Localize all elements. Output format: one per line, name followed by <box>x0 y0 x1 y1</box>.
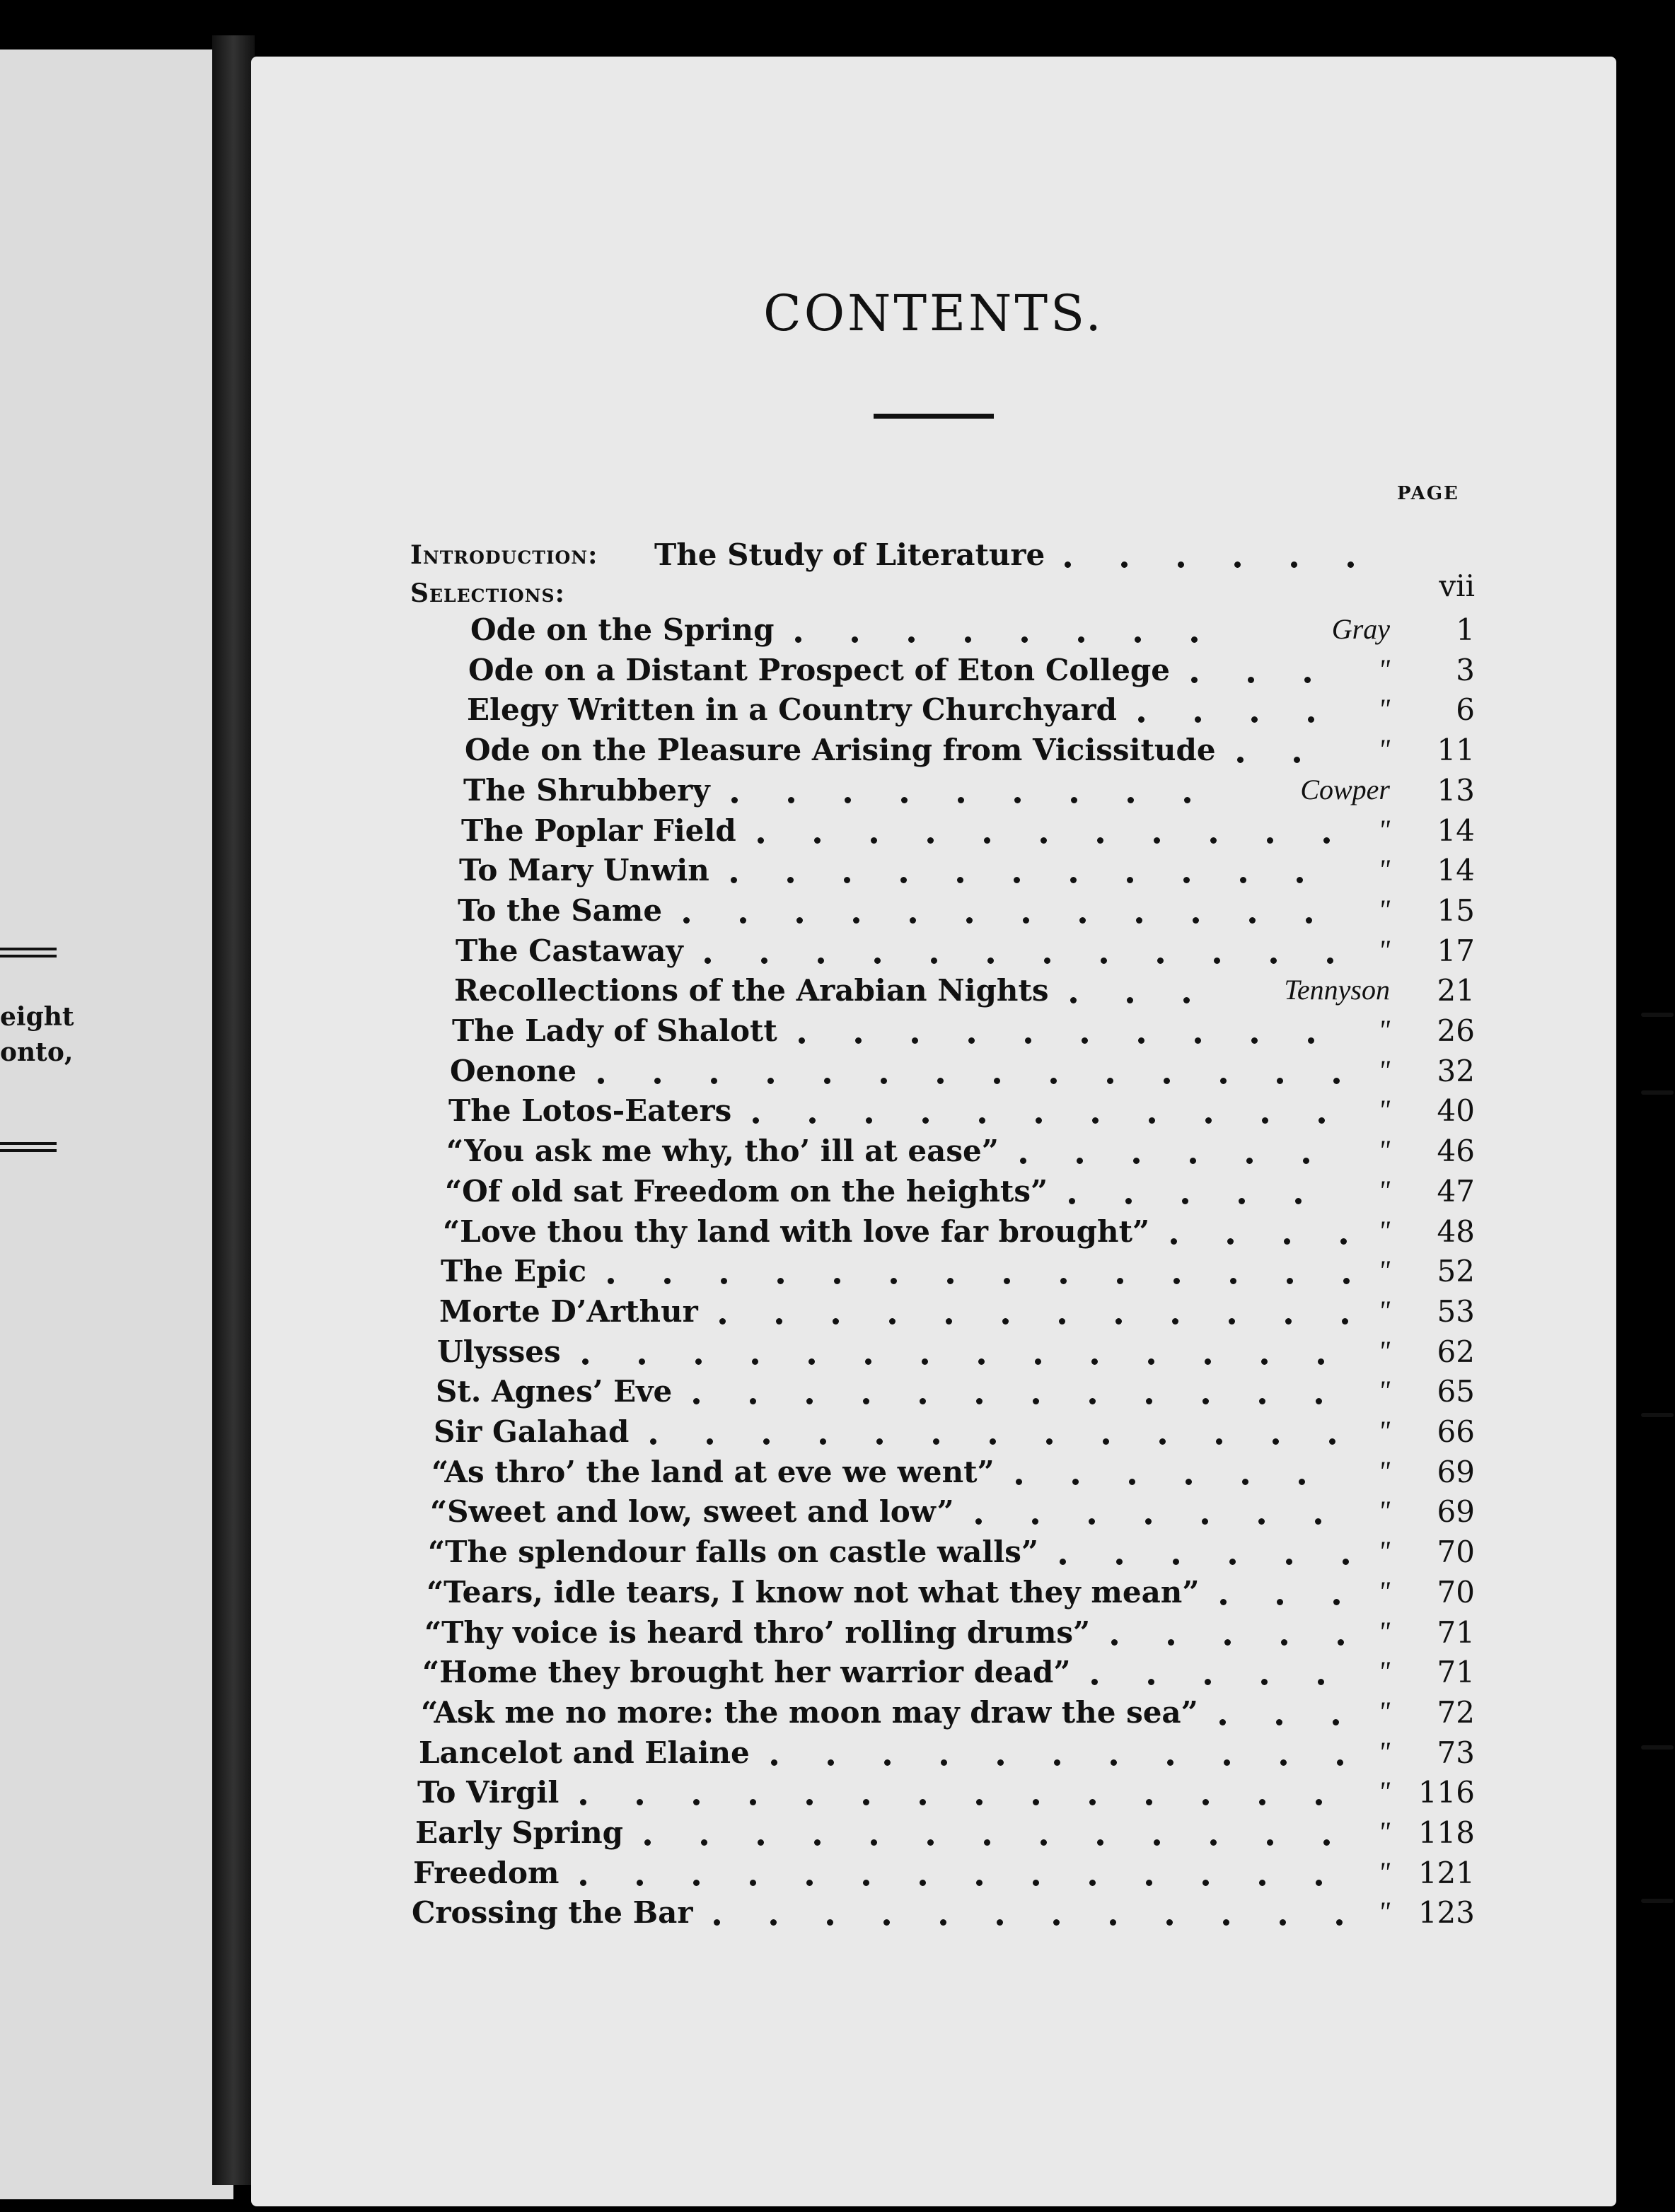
toc-entry <box>251 853 1616 892</box>
toc-entry <box>251 733 1616 772</box>
entry-title: Morte D’Arthur <box>439 1293 698 1329</box>
entry-title: The Castaway <box>456 933 683 968</box>
entry-page: 11 <box>1437 733 1475 768</box>
entry-title: Recollections of the Arabian Nights <box>454 973 1049 1008</box>
toc-entry <box>251 1054 1616 1093</box>
entry-title: Oenone <box>450 1053 577 1088</box>
entry-author: " <box>1378 693 1390 726</box>
toc-entry <box>251 1775 1616 1815</box>
entry-page: 73 <box>1437 1735 1475 1770</box>
toc-entry <box>251 933 1616 973</box>
entry-author: " <box>1378 1776 1390 1808</box>
toc-entry <box>251 1856 1616 1895</box>
entry-page: 70 <box>1437 1535 1475 1570</box>
entry-page: 14 <box>1437 853 1475 888</box>
introduction-page: vii <box>1439 569 1475 603</box>
entry-page: 71 <box>1437 1655 1475 1690</box>
entry-author: " <box>1378 1334 1390 1367</box>
entry-page: 71 <box>1437 1614 1475 1650</box>
toc-entry <box>251 1455 1616 1494</box>
entry-author: " <box>1378 1735 1390 1768</box>
selections-heading-row <box>251 576 1616 615</box>
entry-author: " <box>1378 1575 1390 1607</box>
selections-label: Selections: <box>410 578 565 608</box>
toc-entry <box>251 1334 1616 1374</box>
entry-page: 21 <box>1437 973 1475 1008</box>
entry-author: Gray <box>1331 613 1390 645</box>
toc-entry <box>251 973 1616 1013</box>
margin-mark <box>1641 1090 1674 1095</box>
entry-author: " <box>1378 1054 1390 1086</box>
dot-leader <box>580 1775 1355 1815</box>
toc-entry <box>251 1655 1616 1694</box>
contents-page <box>251 57 1616 2206</box>
toc-entry <box>251 1735 1616 1775</box>
entry-page: 69 <box>1437 1494 1475 1530</box>
entry-author: " <box>1378 1134 1390 1167</box>
entry-title: To Virgil <box>417 1775 560 1810</box>
entry-title: Early Spring <box>415 1815 624 1850</box>
toc-entry <box>251 1174 1616 1213</box>
title-rule <box>874 414 994 419</box>
entry-title: Freedom <box>413 1855 560 1890</box>
toc-entry <box>251 1254 1616 1293</box>
toc-entry <box>251 1374 1616 1414</box>
entry-page: 13 <box>1437 772 1475 808</box>
toc-entry <box>251 612 1616 652</box>
entry-page: 6 <box>1456 692 1475 728</box>
toc-entry <box>251 1535 1616 1574</box>
entry-title: “Ask me no more: the moon may draw the sea” <box>421 1694 1198 1730</box>
toc-entry <box>251 1815 1616 1855</box>
entry-page: 121 <box>1418 1855 1475 1890</box>
introduction-title: The Study of Literature <box>654 537 1045 572</box>
entry-author: Cowper <box>1300 773 1390 805</box>
facing-page-rule <box>0 1142 57 1152</box>
dot-leader <box>1070 973 1220 1013</box>
entry-title: “Home they brought her warrior dead” <box>422 1655 1071 1690</box>
entry-author: " <box>1378 733 1390 766</box>
toc-entry <box>251 1214 1616 1254</box>
entry-page: 69 <box>1437 1454 1475 1489</box>
entry-title: The Poplar Field <box>461 813 736 848</box>
entry-page: 47 <box>1437 1173 1475 1209</box>
entry-title: “You ask me why, tho’ ill at ease” <box>446 1134 999 1169</box>
entry-title: Crossing the Bar <box>412 1895 693 1931</box>
entry-page: 46 <box>1437 1134 1475 1169</box>
entry-title: Sir Galahad <box>434 1414 630 1449</box>
dot-leader <box>1057 537 1390 577</box>
entry-page: 1 <box>1456 612 1475 647</box>
entry-author: " <box>1378 893 1390 926</box>
entry-title: “Tears, idle tears, I know not what they mean” <box>427 1574 1200 1609</box>
entry-author: " <box>1378 1294 1390 1327</box>
toc-entry <box>251 1695 1616 1735</box>
toc-entry <box>251 1093 1616 1133</box>
toc-entry <box>251 653 1616 692</box>
entry-title: St. Agnes’ Eve <box>436 1374 673 1409</box>
entry-page: 70 <box>1437 1574 1475 1609</box>
entry-title: Ode on a Distant Prospect of Eton College <box>468 652 1171 687</box>
entry-author: " <box>1378 1174 1390 1206</box>
entry-page: 14 <box>1437 813 1475 848</box>
entry-page: 53 <box>1437 1293 1475 1329</box>
dot-leader <box>731 773 1220 813</box>
entry-title: To the Same <box>458 892 663 928</box>
entry-author: " <box>1378 653 1390 685</box>
entry-title: “Love thou thy land with love far brought” <box>443 1213 1150 1249</box>
toc-entry <box>251 1414 1616 1454</box>
facing-page <box>0 50 233 2199</box>
entry-title: The Lotos-Eaters <box>448 1093 732 1129</box>
margin-mark <box>1641 1745 1674 1750</box>
entry-author: " <box>1378 1495 1390 1527</box>
entry-title: “As thro’ the land at eve we went” <box>431 1454 995 1489</box>
toc-entry <box>251 1013 1616 1053</box>
entry-page: 17 <box>1437 933 1475 968</box>
facing-page-text: eight <box>0 1002 74 1032</box>
entry-author: " <box>1378 1455 1390 1487</box>
entry-title: “Thy voice is heard thro’ rolling drums” <box>424 1614 1091 1650</box>
margin-mark <box>1641 1413 1674 1417</box>
facing-page-text: onto, <box>0 1037 74 1067</box>
introduction-label: Introduction: <box>410 540 598 570</box>
entry-author: " <box>1378 1655 1390 1688</box>
toc-entry <box>251 1294 1616 1334</box>
entry-author: " <box>1378 1896 1390 1928</box>
page-column-label: PAGE <box>1397 483 1459 504</box>
entry-page: 40 <box>1437 1093 1475 1129</box>
entry-page: 123 <box>1418 1895 1475 1931</box>
entry-title: Ode on the Pleasure Arising from Vicissitude <box>465 733 1216 768</box>
entry-author: " <box>1378 1816 1390 1848</box>
toc-entry <box>251 893 1616 933</box>
entry-title: To Mary Unwin <box>459 853 709 888</box>
entry-author: " <box>1378 813 1390 846</box>
entry-author: " <box>1378 1535 1390 1568</box>
entry-page: 118 <box>1418 1815 1475 1850</box>
entry-page: 65 <box>1437 1374 1475 1409</box>
entry-title: “Sweet and low, sweet and low” <box>430 1494 954 1530</box>
entry-page: 26 <box>1437 1013 1475 1048</box>
margin-mark <box>1641 1899 1674 1903</box>
entry-author: " <box>1378 933 1390 966</box>
dot-leader <box>795 612 1220 652</box>
toc-entry <box>251 1134 1616 1173</box>
entry-page: 116 <box>1418 1775 1475 1810</box>
entry-author: " <box>1378 1375 1390 1407</box>
dot-leader <box>580 1856 1355 1895</box>
dot-leader <box>582 1334 1355 1374</box>
toc-entry <box>251 813 1616 853</box>
entry-page: 15 <box>1437 892 1475 928</box>
entry-page: 62 <box>1437 1334 1475 1369</box>
margin-mark <box>1641 1013 1674 1017</box>
entry-title: The Lady of Shalott <box>452 1013 777 1048</box>
toc-entry <box>251 1494 1616 1534</box>
entry-title: “The splendour falls on castle walls” <box>428 1535 1039 1570</box>
entry-title: The Shrubbery <box>463 772 710 808</box>
entry-author: " <box>1378 1255 1390 1287</box>
entry-page: 66 <box>1437 1414 1475 1449</box>
entry-page: 3 <box>1456 652 1475 687</box>
entry-title: Ulysses <box>437 1334 561 1369</box>
entry-title: Lancelot and Elaine <box>419 1735 750 1770</box>
entry-page: 32 <box>1437 1053 1475 1088</box>
entry-author: " <box>1378 1856 1390 1888</box>
entry-title: Ode on the Spring <box>470 612 775 647</box>
entry-author: " <box>1378 1094 1390 1127</box>
toc-entry <box>251 1575 1616 1614</box>
entry-author: " <box>1378 854 1390 886</box>
toc-entry <box>251 692 1616 732</box>
book-spine <box>212 35 255 2185</box>
entry-author: Tennyson <box>1284 974 1390 1006</box>
entry-author: " <box>1378 1415 1390 1447</box>
toc-entry <box>251 1615 1616 1655</box>
entry-page: 52 <box>1437 1254 1475 1289</box>
entry-author: " <box>1378 1214 1390 1247</box>
entry-title: “Of old sat Freedom on the heights” <box>445 1173 1048 1209</box>
page-title: CONTENTS. <box>763 284 1104 342</box>
entry-author: " <box>1378 1615 1390 1648</box>
entry-page: 48 <box>1437 1213 1475 1249</box>
toc-entry <box>251 773 1616 813</box>
entry-author: " <box>1378 1014 1390 1046</box>
entry-author: " <box>1378 1695 1390 1728</box>
toc-entry <box>251 1895 1616 1935</box>
entry-title: The Epic <box>441 1254 587 1289</box>
facing-page-rule <box>0 948 57 957</box>
entry-page: 72 <box>1437 1694 1475 1730</box>
entry-title: Elegy Written in a Country Churchyard <box>467 692 1117 728</box>
